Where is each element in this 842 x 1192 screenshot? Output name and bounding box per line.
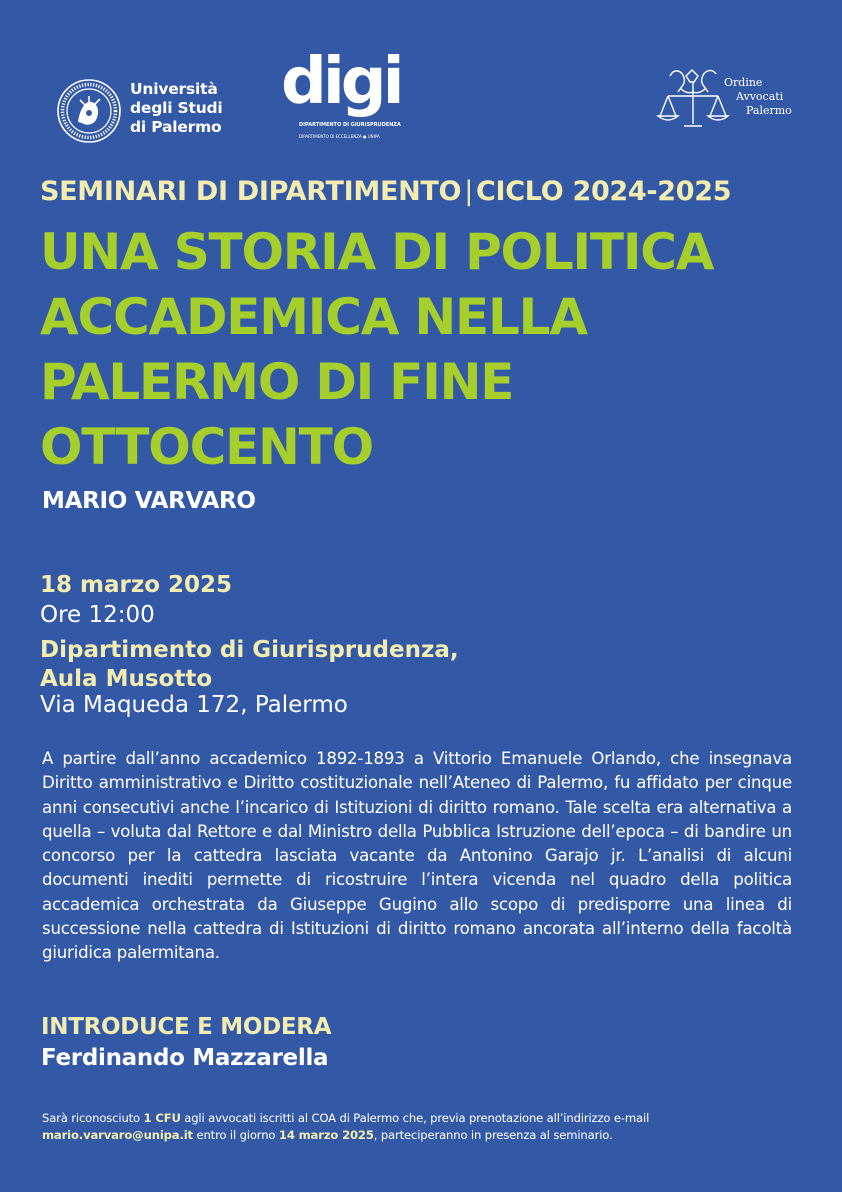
unipa-seal-icon <box>56 78 122 144</box>
footer-text-3: entro il giorno <box>192 1128 279 1142</box>
abstract-text: A partire dall’anno accademico 1892-1893 a Vittorio Emanuele Orlando, che insegnava Diritto amministrativo e Diritto costituzionale nell’Ateneo di Palermo, fu affidato per cinque anni consecutivi anche l’incarico di Istituzioni di diritto romano. Tale scelta era alternativa a quella – voluta dal Rettore e dal Ministro della Pubblica Istruzione dell’epoca – di bandire un concorso per la cattedra lasciata vacante da Antonino Garajo jr. L’analisi di alcuni documenti inediti permette di ricostruire l’intera vicenda nel quadro della politica accademica orchestrata da Giuseppe Gugino allo scopo di predisporre una linea di successione nella cattedra di Istituzioni di diritto romano ancorata all’interno della facoltà giuridica palermitana. <box>42 749 792 963</box>
title-line-3: PALERMO DI FINE <box>40 353 514 411</box>
coa-line-1: Ordine <box>724 76 763 89</box>
venue-line-2: Aula Musotto <box>40 666 213 692</box>
event-date: 18 marzo 2025 <box>40 572 233 598</box>
title-line-2: ACCADEMICA NELLA <box>40 288 587 346</box>
venue-line-1: Dipartimento di Giurisprudenza, <box>40 637 459 663</box>
digi-subtitle-2: DIPARTIMENTO DI ECCELLENZA ● UNIPA <box>299 134 380 139</box>
title-line-1: UNA STORIA DI POLITICA <box>40 223 714 281</box>
cfu-value: 1 CFU <box>143 1111 181 1125</box>
seminar-title <box>40 220 830 480</box>
deadline-date: 14 marzo 2025 <box>278 1128 374 1142</box>
event-address: Via Maqueda 172, Palermo <box>40 692 348 718</box>
footer-text-1: Sarà riconosciuto <box>42 1111 144 1125</box>
digi-wordmark: digi <box>281 45 401 119</box>
series-heading <box>40 176 731 207</box>
event-venue <box>40 636 459 694</box>
title-line-4: OTTOCENTO <box>40 418 373 476</box>
footer-text-2: agli avvocati iscritti al COA di Palermo che, previa prenotazione all’indirizzo e-mail <box>180 1111 650 1125</box>
unipa-line-3: di Palermo <box>130 118 222 136</box>
footer-text-4: , parteciperanno in presenza al seminario. <box>373 1128 613 1142</box>
series-name: SEMINARI DI DIPARTIMENTO <box>40 176 462 207</box>
digi-logo <box>281 45 401 148</box>
unipa-logo <box>56 78 226 148</box>
unipa-line-2: degli Studi <box>130 99 223 117</box>
coa-line-2: Avvocati <box>736 90 784 103</box>
digi-subtitle: DIPARTIMENTO DI GIURISPRUDENZA <box>299 122 401 128</box>
unipa-line-1: Università <box>130 80 218 98</box>
series-cycle: CICLO 2024-2025 <box>475 176 732 207</box>
coa-line-3: Palermo <box>746 104 792 117</box>
cfu-notice <box>42 1110 812 1144</box>
scales-of-justice-icon <box>656 66 732 134</box>
event-time: Ore 12:00 <box>40 602 155 628</box>
coa-logo <box>656 66 796 138</box>
moderator-label: INTRODUCE E MODERA <box>41 1014 332 1040</box>
speaker-name: MARIO VARVARO <box>42 488 256 514</box>
series-separator: | <box>464 176 473 207</box>
moderator-name: Ferdinando Mazzarella <box>41 1045 329 1071</box>
contact-email-link[interactable]: mario.varvaro@unipa.it <box>42 1128 193 1142</box>
